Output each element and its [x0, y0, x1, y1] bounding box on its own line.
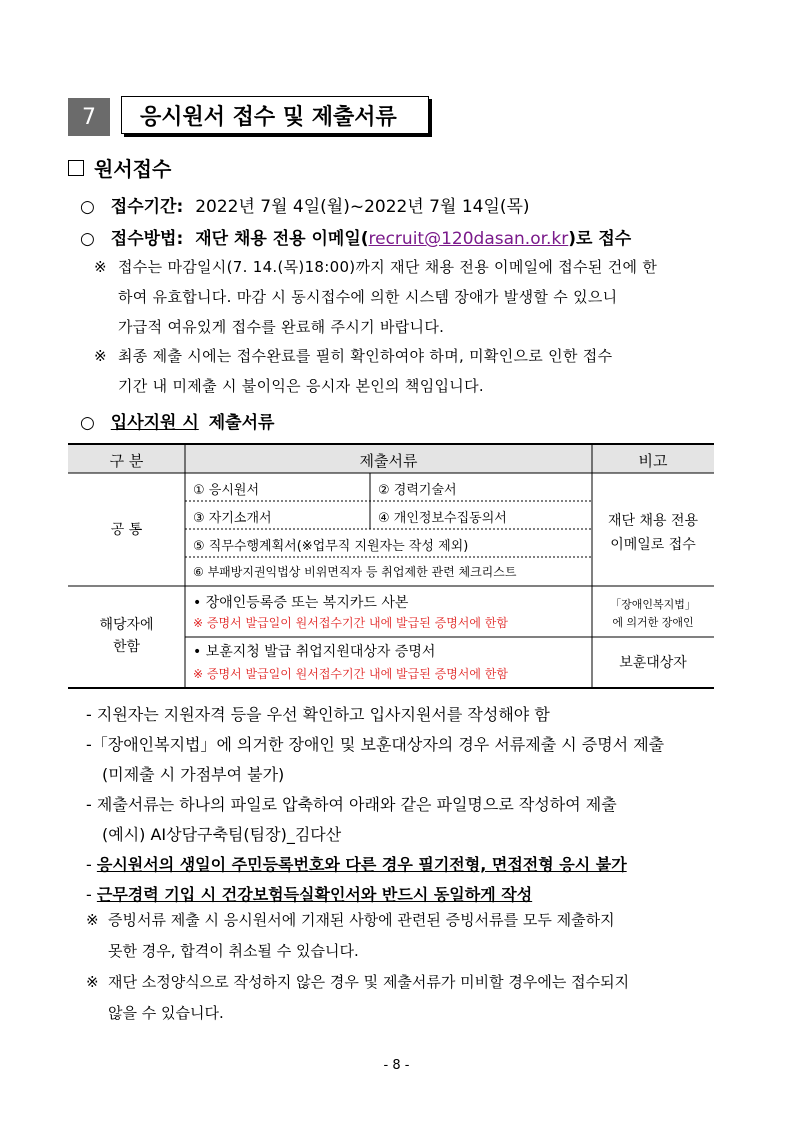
- doc-career: ② 경력기술서: [378, 483, 457, 498]
- email-link[interactable]: recruit@120dasan.or.kr: [368, 229, 569, 249]
- th-remarks: 비고: [638, 452, 668, 470]
- doc-privacy: ④ 개인정보수집동의서: [378, 511, 507, 526]
- list-item: -「장애인복지법」에 의거한 장애인 및 보훈대상자의 경우 서류제출 시 증명서 제출: [86, 735, 665, 754]
- note-mark: ※: [94, 258, 107, 276]
- doc-veteran-cert: • 보훈지청 발급 취업지원대상자 증명서: [193, 644, 436, 660]
- doc-checklist: ⑥ 부패방지권익법상 비위면직자 등 취업제한 관련 체크리스트: [193, 565, 517, 579]
- list-item-cont: (예시) AI상담구축팀(팀장)_김다산: [102, 825, 342, 844]
- subsection-heading: [68, 153, 171, 182]
- note-mark: ※: [94, 347, 107, 365]
- doc-disability-note: ※ 증명서 발급일이 원서접수기간 내에 발급된 증명서에 한함: [193, 616, 508, 630]
- label-text: 해당자에: [99, 617, 154, 633]
- th-documents: 제출서류: [359, 452, 418, 470]
- note-confirm: [94, 341, 730, 401]
- label-text: 한함: [112, 639, 141, 655]
- checkbox-icon: [68, 160, 84, 176]
- note-text: 하여 유효합니다. 마감 시 동시접수에 의한 시스템 장애가 발생할 수 있으니: [118, 288, 618, 306]
- list-item: - 지원자는 지원자격 등을 우선 확인하고 입사지원서를 작성해야 함: [86, 705, 550, 724]
- remark-text: 이메일로 접수: [610, 537, 696, 553]
- method-label: 접수방법:: [110, 229, 184, 249]
- note-deadline: [94, 252, 730, 342]
- doc-application: ① 응시원서: [193, 483, 260, 498]
- list-item-bold: [86, 850, 726, 880]
- circle-bullet-icon: ○: [80, 197, 95, 217]
- note-text: 접수는 마감일시(7. 14.(목)18:00)까지 재단 채용 전용 이메일에 접수된 건에 한: [118, 258, 658, 276]
- method-prefix: 재단 채용 전용 이메일(: [195, 229, 369, 249]
- common-remark: [592, 509, 714, 557]
- note-text: 증빙서류 제출 시 응시원서에 기재된 사항에 관련된 증빙서류를 모두 제출하지: [108, 911, 615, 929]
- period-line: [80, 192, 530, 217]
- dash: -: [86, 885, 92, 904]
- th-category: 구 분: [109, 452, 144, 470]
- note-text: 재단 소정양식으로 작성하지 않은 경우 및 제출서류가 미비할 경우에는 접수되지: [108, 973, 630, 991]
- remark-text: 에 의거한 장애인: [612, 616, 694, 629]
- documents-suffix: 제출서류: [208, 413, 275, 433]
- doc-disability-card: • 장애인등록증 또는 복지카드 사본: [193, 595, 409, 611]
- period-value: 2022년 7월 4일(월)~2022년 7월 14일(목): [195, 197, 530, 217]
- remark-veteran: 보훈대상자: [619, 655, 687, 671]
- note-text: 최종 제출 시에는 접수완료를 필히 확인하여야 하며, 미확인으로 인한 접수: [118, 347, 613, 365]
- requirements-list: [86, 700, 726, 910]
- row-common-label: 공 통: [110, 522, 143, 538]
- method-suffix: )로 접수: [568, 229, 632, 249]
- circle-bullet-icon: ○: [80, 413, 95, 433]
- section-title: 응시원서 접수 및 제출서류: [121, 96, 429, 134]
- period-label: 접수기간:: [110, 197, 184, 217]
- doc-intro: ③ 자기소개서: [193, 511, 272, 526]
- dash: -: [86, 855, 92, 874]
- list-item: - 제출서류는 하나의 파일로 압축하여 아래와 같은 파일명으로 작성하여 제출: [86, 795, 617, 814]
- note-mark: ※: [86, 911, 99, 929]
- circle-bullet-icon: ○: [80, 229, 95, 249]
- doc-veteran-note: ※ 증명서 발급일이 원서접수기간 내에 발급된 증명서에 한함: [193, 667, 508, 681]
- documents-label: 입사지원 시: [110, 413, 199, 433]
- note-text: 않을 수 있습니다.: [108, 1004, 224, 1022]
- note-mark: ※: [86, 973, 99, 991]
- note-evidence: [86, 905, 726, 967]
- subsection-title: 원서접수: [94, 157, 172, 181]
- emphasis-text: 근무경력 기입 시 건강보험득실확인서와 반드시 동일하게 작성: [96, 885, 533, 904]
- list-item-cont: (미제출 시 가점부여 불가): [102, 765, 285, 784]
- section-number: 7: [68, 98, 110, 136]
- remark-disability: [592, 596, 714, 632]
- note-text: 가급적 여유있게 접수를 완료해 주시기 바랍니다.: [118, 318, 445, 336]
- documents-line: [80, 408, 274, 433]
- doc-job-plan: ⑤ 직무수행계획서(※업무직 지원자는 작성 제외): [193, 539, 469, 554]
- note-format: [86, 967, 726, 1029]
- emphasis-text: 응시원서의 생일이 주민등록번호와 다른 경우 필기전형, 면접전형 응시 불가: [96, 855, 627, 874]
- note-text: 못한 경우, 합격이 취소될 수 있습니다.: [108, 942, 359, 960]
- remark-text: 「장애인복지법」: [610, 598, 696, 611]
- row-applicable-label: [68, 614, 185, 658]
- page-number: - 8 -: [383, 1058, 410, 1073]
- method-line: [80, 224, 631, 249]
- remark-text: 재단 채용 전용: [607, 513, 699, 529]
- note-text: 기간 내 미제출 시 불이익은 응시자 본인의 책임입니다.: [118, 377, 484, 395]
